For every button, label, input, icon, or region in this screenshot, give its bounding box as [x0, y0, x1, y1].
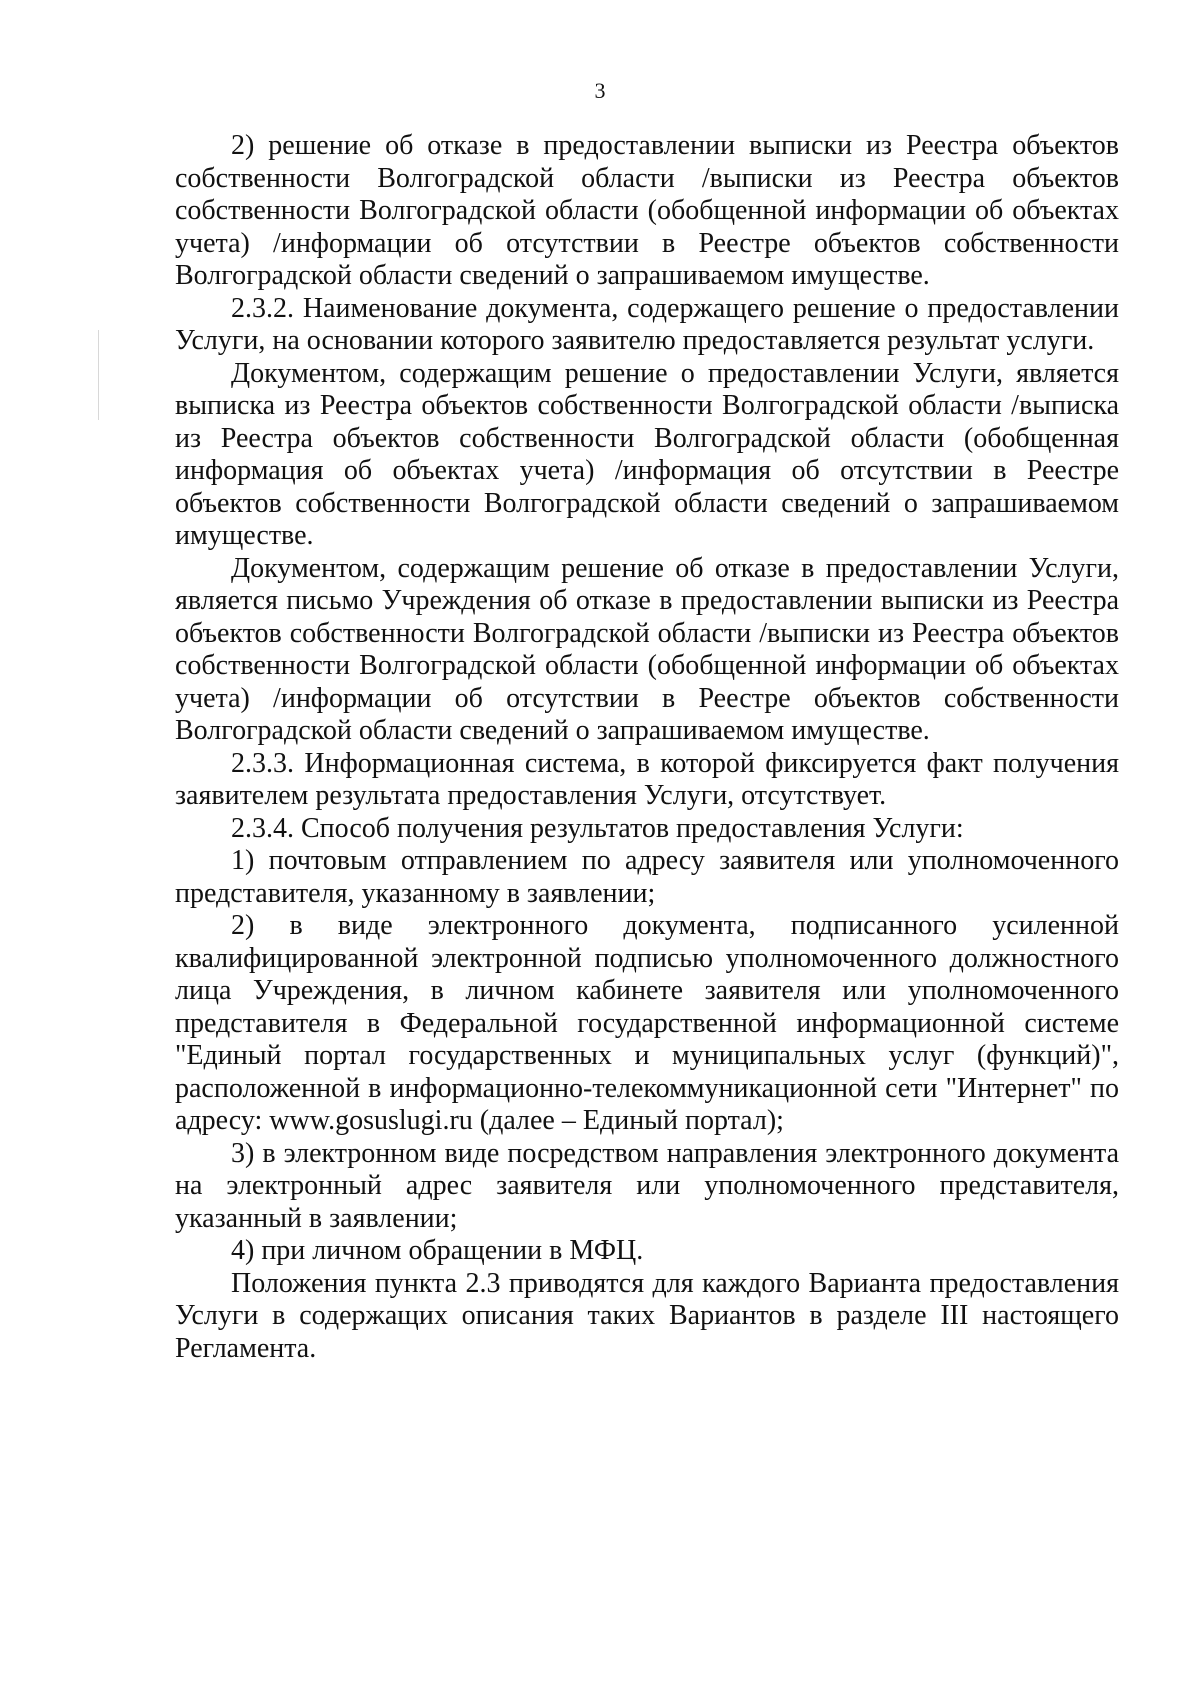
list-item-electronic-portal: 2) в виде электронного документа, подписанного усиленной квалифицированной электронной подписью уполномоченного должностного лица Учреждения, в личном кабинете заявителя или уполномоченного представителя в Федеральной государственной информационной системе "Единый портал государственных и муниципальных услуг (функций)", расположенной в информационно-телекоммуникационной сети "Интернет" по адресу: www.gosuslugi.ru (далее – Единый портал);	[175, 910, 1119, 1136]
page-number: 3	[594, 78, 606, 103]
paragraph-refusal-document: Документом, содержащим решение об отказе в предоставлении Услуги, является письмо Учреждения об отказе в предоставлении выписки из Реестра объектов собственности Волгоградской области /выписки из Реестра объектов собственности Волгоградской области (обобщенной информации об объектах учета) /информации об отсутствии в Реестре объектов собственности Волгоградской области сведений о запрашиваемом имуществе.	[175, 552, 1119, 746]
paragraph-2-3-3: 2.3.3. Информационная система, в которой фиксируется факт получения заявителем результата предоставления Услуги, отсутствует.	[175, 747, 1119, 811]
paragraph-provisions-note: Положения пункта 2.3 приводятся для каждого Варианта предоставления Услуги в содержащих описания таких Вариантов в разделе III настоящего Регламента.	[175, 1267, 1119, 1364]
paragraph-provision-document: Документом, содержащим решение о предоставлении Услуги, является выписка из Реестра объектов собственности Волгоградской области /выписка из Реестра объектов собственности Волгоградской области (обобщенная информация об объектах учета) /информация об отсутствии в Реестре объектов собственности Волгоградской области сведений о запрашиваемом имуществе.	[175, 357, 1119, 551]
paragraph-refusal-decision: 2) решение об отказе в предоставлении выписки из Реестра объектов собственности Волгоградской области /выписки из Реестра объектов собственности Волгоградской области (обобщенной информации об объектах учета) /информации об отсутствии в Реестре объектов собственности Волгоградской области сведений о запрашиваемом имуществе.	[175, 130, 1119, 291]
list-item-mfc: 4) при личном обращении в МФЦ.	[231, 1235, 644, 1266]
paragraph-2-3-2: 2.3.2. Наименование документа, содержащего решение о предоставлении Услуги, на основании которого заявителю предоставляется результат услуги.	[175, 292, 1119, 356]
paragraph-2-3-4: 2.3.4. Способ получения результатов предоставления Услуги:	[231, 812, 964, 844]
document-body	[175, 130, 1119, 1365]
list-item-electronic-email: 3) в электронном виде посредством направления электронного документа на электронный адрес заявителя или уполномоченного представителя, указанный в заявлении;	[175, 1137, 1119, 1234]
list-item-postal: 1) почтовым отправлением по адресу заявителя или уполномоченного представителя, указанному в заявлении;	[175, 845, 1119, 909]
margin-line	[98, 330, 99, 420]
